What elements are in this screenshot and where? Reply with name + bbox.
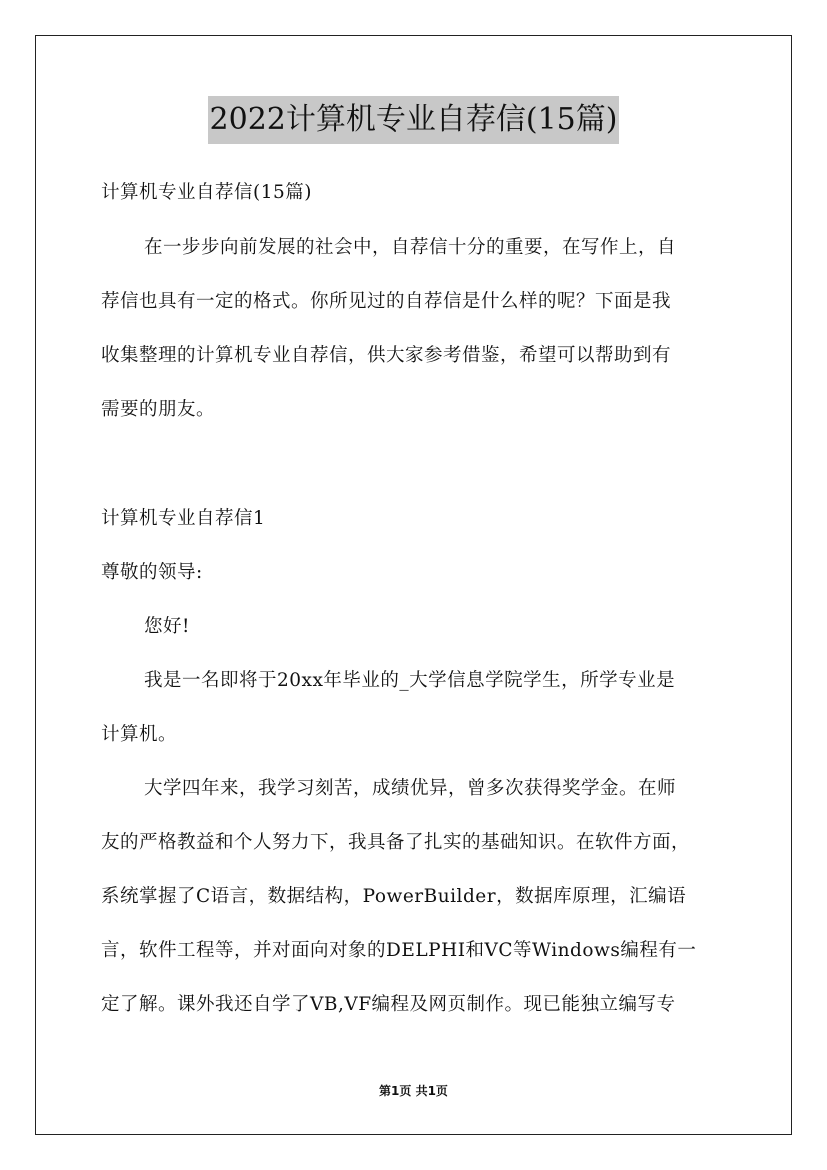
greeting: 您好! [144, 616, 190, 637]
paragraph-line: 大学四年来，我学习刻苦，成绩优异，曾多次获得奖学金。在师 [144, 778, 677, 799]
paragraph-line: 荐信也具有一定的格式。你所见过的自荐信是什么样的呢？下面是我 [101, 291, 672, 312]
salutation: 尊敬的领导: [101, 562, 203, 583]
page-footer: 第1页 共1页 [379, 1084, 448, 1098]
paragraph-line: 在一步步向前发展的社会中，自荐信十分的重要，在写作上，自 [144, 237, 677, 258]
paragraph-line: 定了解。课外我还自学了VB,VF编程及网页制作。现已能独立编写专 [101, 994, 676, 1015]
paragraph-line: 言，软件工程等，并对面向对象的DELPHI和VC等Windows编程有一 [101, 940, 697, 961]
section-heading: 计算机专业自荐信1 [101, 508, 266, 529]
document-subtitle: 计算机专业自荐信(15篇) [101, 182, 312, 203]
paragraph-line: 友的严格教益和个人努力下，我具备了扎实的基础知识。在软件方面， [101, 832, 691, 853]
paragraph-line: 我是一名即将于20xx年毕业的_大学信息学院学生，所学专业是 [144, 670, 676, 691]
paragraph-line: 收集整理的计算机专业自荐信，供大家参考借鉴，希望可以帮助到有 [101, 345, 672, 366]
paragraph-line: 系统掌握了C语言，数据结构，PowerBuilder，数据库原理，汇编语 [101, 886, 687, 907]
document-title: 2022计算机专业自荐信(15篇) [208, 96, 620, 144]
paragraph-line: 需要的朋友。 [101, 399, 216, 420]
title-container [0, 96, 827, 144]
paragraph-line: 计算机。 [101, 724, 178, 745]
